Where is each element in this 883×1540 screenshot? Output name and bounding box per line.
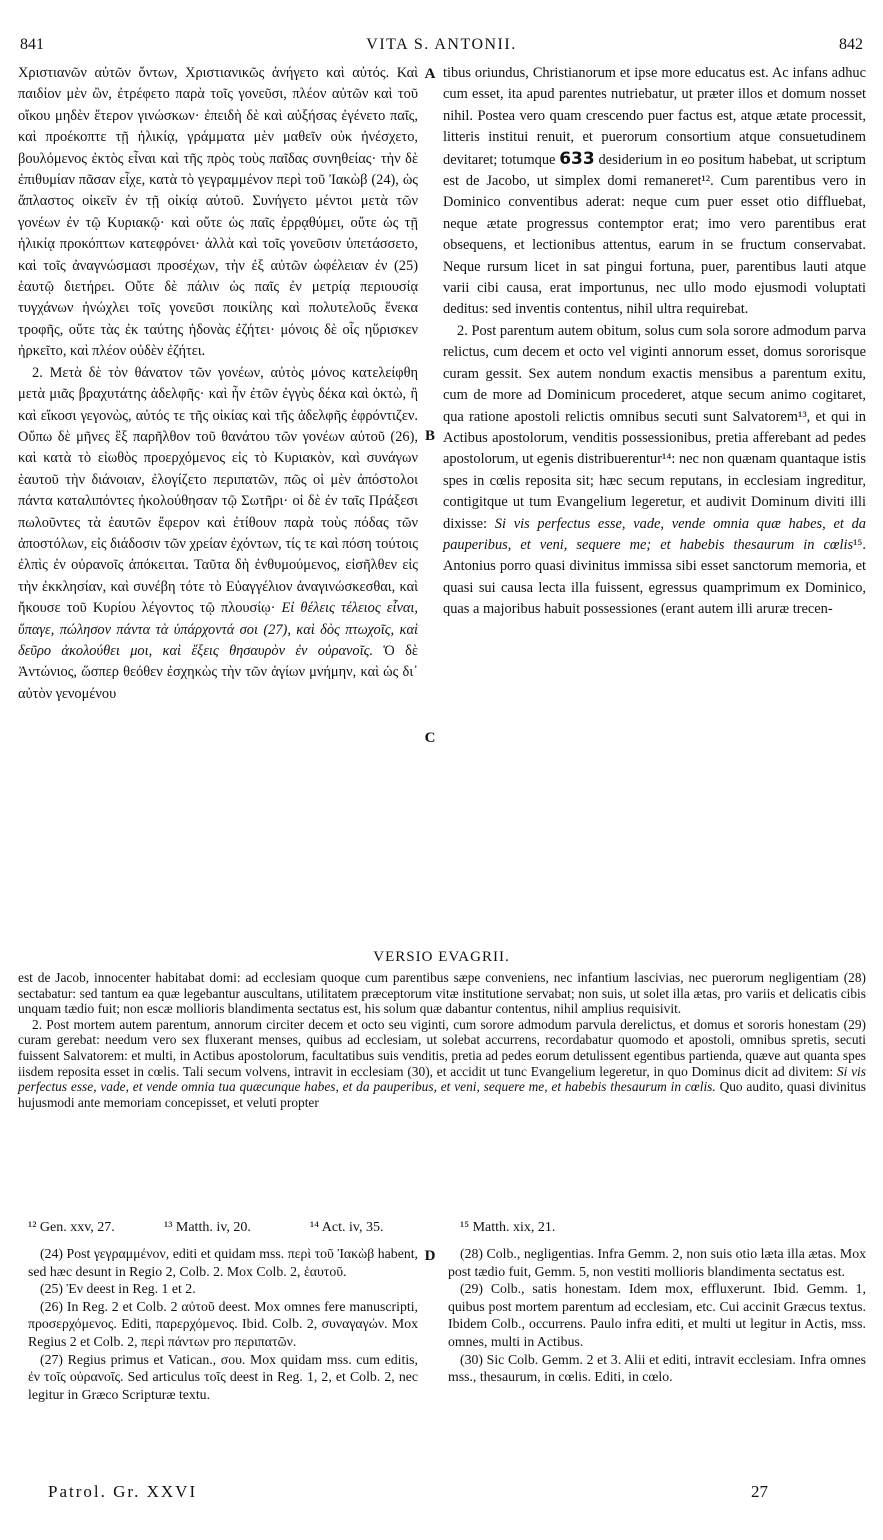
greek-column xyxy=(18,63,418,705)
greek-paragraph-1: Χριστιανῶν αὐτῶν ὄντων, Χριστιανικῶς ἀνήγετο καὶ αὐτός. Καὶ παιδίον μὲν ὢν, ἐτρέφετο παρὰ τοῖς γονεῦσι, πλέον αὐτῶν καὶ τοῦ οἴκου μηδὲν ἕτερον γινώσκων· ἐπειδὴ δὲ καὶ αὐξήσας ἐγένετο παῖς, καὶ προέκοπτε τῇ ἡλικίᾳ, γράμματα μὲν μαθεῖν οὐκ ἠνέσχετο, βουλόμενος ἐκτὸς εἶναι καὶ τῆς πρὸς τοὺς παῖδας συνηθείας· τὴν δὲ ἐπιθυμίαν πᾶσαν εἶχε, κατὰ τὸ γεγραμμένον περὶ τοῦ Ἰακὼβ (24), ὡς ἄπλαστος οἰκεῖν ἐν τῇ οἰκίᾳ αὐτοῦ. Συνήγετο μέντοι μετὰ τῶν γονέων ἐν τῷ Κυριακῷ· καὶ οὔτε ὡς παῖς ἐρρᾳθύμει, οὔτε ὡς τῇ ἡλικίᾳ προκόπτων κατεφρόνει· ἀλλὰ καὶ τοῖς γονεῦσιν ὑπετάσσετο, καὶ τοῖς ἀναγνώσμασι προσέχων, τὴν ἐξ αὐτῶν ὠφέλειαν ἐν (25) ἑαυτῷ διετήρει. Οὔτε δὲ πάλιν ὡς παῖς ἐν μετρίᾳ περιουσίᾳ τυγχάνων ἠνώχλει τοῖς γονεῦσι ποικίλης καὶ πολυτελοῦς ἕνεκα τροφῆς, οὔτε τὰς ἐκ ταύτης ἡδονὰς ἐζήτει· μόνοις δὲ οἷς ηὕρισκεν ἠρκεῖτο, καὶ πλέον οὐδὲν ἐζήτει. xyxy=(18,65,418,360)
page-footer xyxy=(48,1482,768,1508)
latin-paragraph-1-text: tibus oriundus, Christianorum et ipse more educatus est. Ac infans adhuc cum esset, ita apud parentes nutriebatur, ut præter illos et domum nosset nihil. Postea vero quam crescendo puer factus est, atque ætate processit, litteris institui renuit, et puerorum consortium atque consuetudinem devitaret; totumque xyxy=(443,65,866,168)
footer-collection: Patrol. Gr. XXVI xyxy=(48,1482,198,1501)
margin-marker-a: A xyxy=(424,66,436,82)
versio-paragraph-2-end: Quo audito, quasi divinitus hujusmodi ante memoriam concepisset, et veluti propter xyxy=(18,1079,866,1110)
running-header xyxy=(20,36,863,60)
ref-15: ¹⁵ Matth. xix, 21. xyxy=(460,1220,556,1235)
ref-13: ¹³ Matth. iv, 20. xyxy=(164,1220,251,1235)
margin-marker-c: C xyxy=(424,730,436,746)
note-26: (26) In Reg. 2 et Colb. 2 αὐτοῦ deest. Mox omnes fere manuscripti, προσερχόμενος. Editi, παρερχόμενος. Ibid. Colb. 2, συναγαγών. Mox Regius 2 et Colb. 2, περὶ πάντων pro περιπατῶν. xyxy=(28,1298,418,1349)
ref-12: ¹² Gen. xxv, 27. xyxy=(28,1220,115,1235)
greek-paragraph-2-text: 2. Μετὰ δὲ τὸν θάνατον τῶν γονέων, αὐτὸς μόνος κατελείφθη μετὰ μιᾶς βραχυτάτης ἀδελφῆς· καὶ ἦν ἐτῶν ἐγγὺς δέκα καὶ ὀκτὼ, ἢ καὶ εἴκοσι γεγονὼς, αὐτός τε τῆς οἰκίας καὶ τῆς ἀδελφῆς ἐφρόντιζεν. Οὔπω δὲ μῆνες ἓξ παρῆλθον τοῦ θανάτου τῶν γονέων αὐτοῦ (26), καὶ κατὰ τὸ εἰωθὸς προερχόμενος εἰς τὸ Κυριακὸν, καὶ συνάγων ἑαυτοῦ τὴν διάνοιαν, ἐλογίζετο περιπατῶν, πῶς οἱ μὲν ἀπόστολοι πάντα καταλιπόντες ἠκολούθησαν τῷ Σωτῆρι· οἱ δὲ ἐν ταῖς Πράξεσι πωλοῦντες τὰ ἑαυτῶν ἔφερον καὶ ἐτίθουν παρὰ τοὺς πόδας τῶν ἀποστόλων, εἰς διάδοσιν τῶν χρείαν ἐχόντων, τίς τε καὶ πόση τούτοις ἐλπὶς ἐν οὐρανοῖς ἀπόκειται. Ταῦτα δὴ ἐνθυμούμενος, εἰσῆλθεν εἰς τὴν ἐκκλησίαν, καὶ συνέβη τότε τὸ Εὐαγγέλιον ἀναγινώσκεσθαι, καὶ ἤκουσε τοῦ Κυρίου λέγοντος τῷ πλουσίῳ· xyxy=(18,364,418,617)
note-29: (29) Colb., satis honestam. Idem mox, effluxerunt. Ibid. Gemm. 1, quibus post mortem parentum ad ecclesiam, etc. Cui accinit Græcus textus. Ibidem Colb., occurrens. Paulo infra editi, et multi ut legitur in Actis, mss. omnes, multi in Actibus. xyxy=(448,1281,866,1349)
margin-marker-d: D xyxy=(424,1248,436,1264)
note-30: (30) Sic Colb. Gemm. 2 et 3. Alii et editi, intravit ecclesiam. Infra omnes mss., thesaurum, in cœlis. Editi, in cœlo. xyxy=(448,1351,866,1385)
versio-paragraph-2 xyxy=(18,1017,866,1111)
ref-14: ¹⁴ Act. iv, 35. xyxy=(310,1220,384,1235)
greek-paragraph-2-end: Ὁ δὲ Ἀντώνιος, ὥσπερ θεόθεν ἐσχηκὼς τὴν τῶν ἁγίων μνήμην, καὶ ὡς δι᾽ αὐτὸν γενομένου xyxy=(18,642,418,702)
versio-evagrii-text xyxy=(18,970,866,1110)
note-27: (27) Regius primus et Vatican., σου. Mox quidam mss. cum editis, ἐν τοῖς οὐρανοῖς. Sed articulus τοῖς deest in Reg. 1, 2, et Colb. 2, nec legitur in Græco Scripturæ textu. xyxy=(28,1351,418,1402)
latin-paragraph-2-text: 2. Post parentum autem obitum, solus cum sola sorore admodum parva relictus, cum decem et octo vel viginti annorum esset, domus sororisque curam gessit. Sex autem nondum exactis mensibus a parentum exitu, cum de more ad Dominicum procederet, atque secum animo cogitaret, qua ratione apostoli relictis omnibus secuti sunt Salvatorem¹³, et qui in Actibus apostolorum, venditis possessionibus, pretia afferebant ad pedes apostolorum, ut egenis distribuerentur¹⁴: nec non quænam quantaque istis spes in cœlis reposita sit; hæc secum reputans, in ecclesiam ingreditur, contigitque ut tum Evangelium legeretur, et audivit Dominum diviti illi dixisse: xyxy=(443,322,866,532)
column-number-633: 633 xyxy=(559,148,595,169)
note-24: (24) Post γεγραμμένον, editi et quidam mss. περὶ τοῦ Ἰακὼβ habent, sed hæc desunt in Regio 2, Colb. 2. Mox Colb. 2, ἑαυτοῦ. xyxy=(28,1246,418,1279)
page-number-right: 842 xyxy=(839,36,863,53)
page-number-left: 841 xyxy=(20,36,44,53)
note-28: (28) Colb., negligentias. Infra Gemm. 2, non suis otio læta illa ætas. Mox post tædio fuit, Gemm. 5, non vestiti mollioris blandimenta sectatus est. xyxy=(448,1246,866,1279)
greek-paragraph-2 xyxy=(18,363,418,706)
latin-paragraph-1 xyxy=(443,63,866,321)
latin-paragraph-2-end: ¹⁵. Antonius porro quasi divinitus immissa sibi esset sanctorum memoria, et quasi sui causa lecta illa fuissent, egressus quamprimum ex Dominico, quas a majoribus habuit possessiones (erant autem illi aruræ trecen- xyxy=(443,536,866,618)
latin-column xyxy=(443,63,866,621)
notes-right-column xyxy=(448,1245,866,1386)
scripture-references xyxy=(28,1220,866,1240)
footer-signature: 27 xyxy=(751,1482,768,1501)
latin-scripture-quote: Si vis perfectus esse, vade, vende omnia quæ habes, et da pauperibus, et veni, sequere me; et habebis thesaurum in cœlis xyxy=(443,515,866,553)
versio-scripture-quote: Si vis perfectus esse, vade, et vende omnia tua quæcunque habes, et da pauperibus, et veni, sequere me, et habebis thesaurum in cœlis. xyxy=(18,1063,866,1095)
versio-title: VERSIO EVAGRII. xyxy=(373,949,510,965)
running-title: VITA S. ANTONII. xyxy=(366,36,517,53)
greek-scripture-quote: Εἰ θέλεις τέλειος εἶναι, ὕπαγε, πώλησον πάντα τὰ ὑπάρχοντά σοι (27), καὶ δὸς πτωχοῖς, καὶ δεῦρο ἀκολούθει μοι, καὶ ἕξεις θησαυρὸν ἐν οὐρανοῖς. xyxy=(18,600,418,659)
notes-left-column xyxy=(28,1245,418,1403)
margin-marker-b: B xyxy=(424,428,435,444)
latin-paragraph-2 xyxy=(443,321,866,621)
note-25: (25) Ἐν deest in Reg. 1 et 2. xyxy=(40,1281,196,1297)
versio-paragraph-2-text: 2. Post mortem autem parentum, annorum circiter decem et octo seu viginti, cum sorore admodum parvula derelictus, et domus et sororis honestam (29) curam gerebat: needum vero sex fluxerant menses, quibus ad ecclesiam, ut solebat accurrens, recordabatur quomodo et apostoli, omnibus spretis, secuti fuissent Salvatorem: et multi, in Actibus apostolorum, facultatibus suis venditis, pretia ad pedes eorum detulissent egentibus partienda, quæve aut quanta spes iisdem reposita esset in cœlis. Tali secum volvens, intravit in ecclesiam (30), et accidit ut tunc Evangelium legeretur, in quo Dominus dicit ad divitem: xyxy=(18,1016,866,1079)
latin-paragraph-1-cont: desiderium in eo positum habebat, ut scriptum est de Jacobo, ut simplex domi remaneret¹². Cum parentibus vero in Dominico conventibus aderat: neque cum puer esset otio diffluebat, neque ætate progressus contemptor erat; imo vero parentibus erat obsequens, et lectionibus attentus, earum in se fructum conservabat. Neque rursum licet in sat pingui fortuna, puer, parentibus lauti atque varii cibi causa, erat importunus, nec ullo modo ejusmodi voluptati deditus: sed inventis contentus, nihil ultra requirebat. xyxy=(443,151,866,318)
versio-paragraph-1: est de Jacob, innocenter habitabat domi: ad ecclesiam quoque cum parentibus sæpe conveniens, nec infantium lascivias, nec puerorum negligentiam (28) sectabatur: sed tantum ea quæ legebantur auscultans, utilitatem præceptorum vitæ institutione servabat; non suis, ut solet illa ætas, pro variis et delicatis cibis unquam tædio fuit; non escæ mollioris blandimenta sectatus est, his solum quæ dabantur contentus, nihil amplius requisivit. xyxy=(18,970,866,1017)
